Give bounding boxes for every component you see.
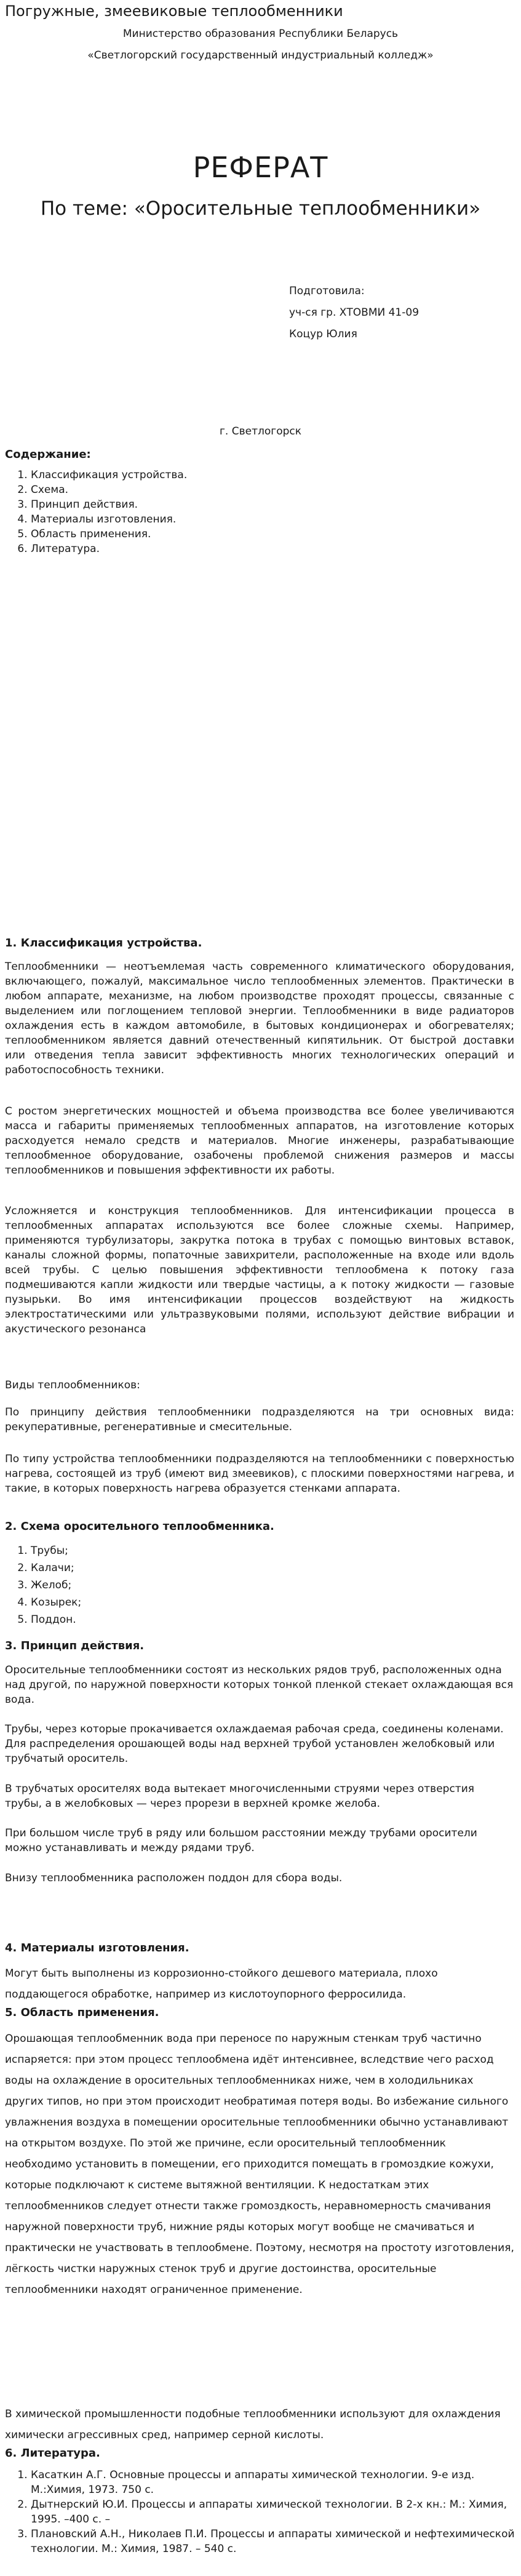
section1-paragraph-3: Усложняется и конструкция теплообменников. Для интенсификации процесса в теплообменных аппаратах используются все более сложные схемы. Например, применяются турбулизаторы, закрутка потока в трубах с помощью винтовых вставок, каналы сложной формы, попаточные завихрители, расположенные на входе или вдоль всей трубы. С целью повышения эффективности теплообмена к потоку газа подмешиваются капли жидкости или твердые частицы, а к потоку жидкости — газовые пузырьки. Во имя интенсификации процессов воздействуют на жидкость электростатическими или ультразвуковыми полями, используют действие вибрации и акустического резонанса — [5, 1205, 514, 1335]
report-topic: По теме: «Оросительные теплообменники» — [40, 198, 481, 220]
section4-heading: 4. Материалы изготовления. — [5, 1942, 189, 1954]
author-name: Коцур Юлия — [289, 328, 357, 340]
college-line: «Светлогорский государственный индустриальный колледж» — [87, 49, 434, 62]
section2-heading: 2. Схема оросительного теплообменника. — [5, 1520, 274, 1533]
section3-paragraph-1: Оросительные теплообменники состоят из нескольких рядов труб, расположенных одна над другой, по наружной поверхности которых тонкой пленкой стекает охлаждающая вся вода. — [5, 1664, 514, 1706]
section5-heading: 5. Область применения. — [5, 2006, 159, 2019]
scheme-part-item: 1. Трубы; — [31, 1542, 81, 1559]
contents-item: 5. Область применения. — [31, 527, 187, 542]
prepared-by-label: Подготовила: — [289, 285, 365, 297]
author-group: уч-ся гр. ХТОВМИ 41-09 — [289, 306, 420, 319]
literature-item: 1. Касаткин А.Г. Основные процессы и аппараты химической технологии. 9-е изд. М.:Химия, 1973. 750 с. — [31, 2468, 517, 2497]
city-line: г. Светлогорск — [220, 425, 301, 438]
literature-item: 2. Дытнерский Ю.И. Процессы и аппараты химической технологии. В 2-х кн.: М.: Химия, 1995. –400 с. – — [31, 2497, 517, 2527]
literature-item: 3. Плановский А.Н., Николаев П.И. Процессы и аппараты химической и нефтехимической технологии. М.: Химия, 1987. – 540 с. — [31, 2527, 517, 2556]
scheme-parts-list — [14, 1542, 81, 1628]
ministry-line: Министерство образования Республики Беларусь — [122, 28, 399, 40]
section6-heading: 6. Литература. — [5, 2447, 100, 2460]
section3-paragraph-3: В трубчатых оросителях вода вытекает многочисленными струями через отверстия трубы, а в желобковых — через прорези в верхней кромке желоба. — [5, 1783, 474, 1810]
scheme-part-item: 2. Калачи; — [31, 1559, 81, 1577]
section1-paragraph-5: По типу устройства теплообменники подразделяются на теплообменники с поверхностью нагрева, состоящей из труб (имеют вид змеевиков), с плоскими поверхностями нагрева, и такие, в которых поверхность нагрева образуется стенками аппарата. — [5, 1453, 514, 1495]
types-label: Виды теплообменников: — [5, 1379, 140, 1391]
contents-heading: Содержание: — [5, 448, 91, 461]
section3-paragraph-5: Внизу теплообменника расположен поддон для сбора воды. — [5, 1872, 343, 1884]
section1-paragraph-1: Теплообменники — неотъемлемая часть современного климатического оборудования, включающего, пожалуй, максимальное число теплообменных элементов. Практически в любом аппарате, механизме, на любом производстве проходят процессы, связанные с выделением или поглощением тепловой энергии. Теплообменники в виде радиаторов охлаждения есть в каждом автомобиле, в бытовых кондиционерах и обогревателях; теплообменником является давний отечественный кипятильник. От быстрой доставки или отведения тепла зависит эффективность многих технологических операций и работоспособность техники. — [5, 961, 514, 1076]
contents-item: 4. Материалы изготовления. — [31, 512, 187, 527]
contents-item: 6. Литература. — [31, 542, 187, 556]
section1-paragraph-4: По принципу действия теплообменники подразделяются на три основных вида: рекуперативные, регенеративные и смесительные. — [5, 1406, 514, 1433]
section3-paragraph-4: При большом числе труб в ряду или большом расстоянии между трубами оросители можно устанавливать и между рядами труб. — [5, 1827, 477, 1854]
section3-heading: 3. Принцип действия. — [5, 1639, 145, 1652]
section3-paragraph-2: Трубы, через которые прокачивается охлаждаемая рабочая среда, соединены коленами. Для распределения орошающей воды над верхней трубой установлен желобковый или трубчатый ороситель. — [5, 1723, 504, 1765]
section1-paragraph-2: С ростом энергетических мощностей и объема производства все более увеличиваются масса и габариты применяемых теплообменных аппаратов, на изготовление которых расходуется немало средств и материалов. Многие инженеры, разрабатывающие теплообменное оборудование, озабочены проблемой снижения размеров и массы теплообменников и повышения эффективности их работы. — [5, 1105, 514, 1177]
contents-list — [14, 468, 187, 556]
literature-list — [14, 2468, 517, 2556]
section1-heading: 1. Классификация устройства. — [5, 937, 202, 950]
section4-paragraph-1: Могут быть выполнены из коррозионно-стойкого дешевого материала, плохо поддающегося обработке, например из кислотоупорного ферросилида. — [5, 1967, 438, 2001]
scheme-part-item: 5. Поддон. — [31, 1611, 81, 1628]
section5-paragraph-2: В химической промышленности подобные теплообменники используют для охлаждения химически агрессивных сред, например серной кислоты. — [5, 2408, 501, 2441]
scheme-part-item: 3. Желоб; — [31, 1577, 81, 1594]
contents-item: 2. Схема. — [31, 482, 187, 497]
document-title: Погружные, змеевиковые теплообменники — [5, 2, 343, 20]
contents-item: 3. Принцип действия. — [31, 497, 187, 512]
section5-paragraph-1: Орошающая теплообменник вода при переносе по наружным стенкам труб частично испаряется: при этом процесс теплообмена идёт интенсивнее, вследствие чего расход воды на охлаждение в оросительных теплообменниках ниже, чем в холодильниках других типов, но при этом происходит необратимая потеря воды. Во избежание сильного увлажнения воздуха в помещении оросительные теплообменники обычно устанавливают на открытом воздухе. По этой же причине, если оросительный теплообменник необходимо установить в помещении, его приходится помещать в громоздкие кожухи, которые подключают к системе вытяжной вентиляции. К недостаткам этих теплообменников следует отнести также громоздкость, неравномерность смачивания наружной поверхности труб, нижние ряды которых могут вообще не смачиваться и практически не участвовать в теплообмене. Поэтому, несмотря на простоту изготовления, лёгкость чистки наружных стенок труб и другие достоинства, оросительные теплообменники находят ограниченное применение. — [5, 2033, 514, 2296]
report-title: РЕФЕРАТ — [193, 151, 328, 184]
contents-item: 1. Классификация устройства. — [31, 468, 187, 482]
scheme-part-item: 4. Козырек; — [31, 1594, 81, 1611]
